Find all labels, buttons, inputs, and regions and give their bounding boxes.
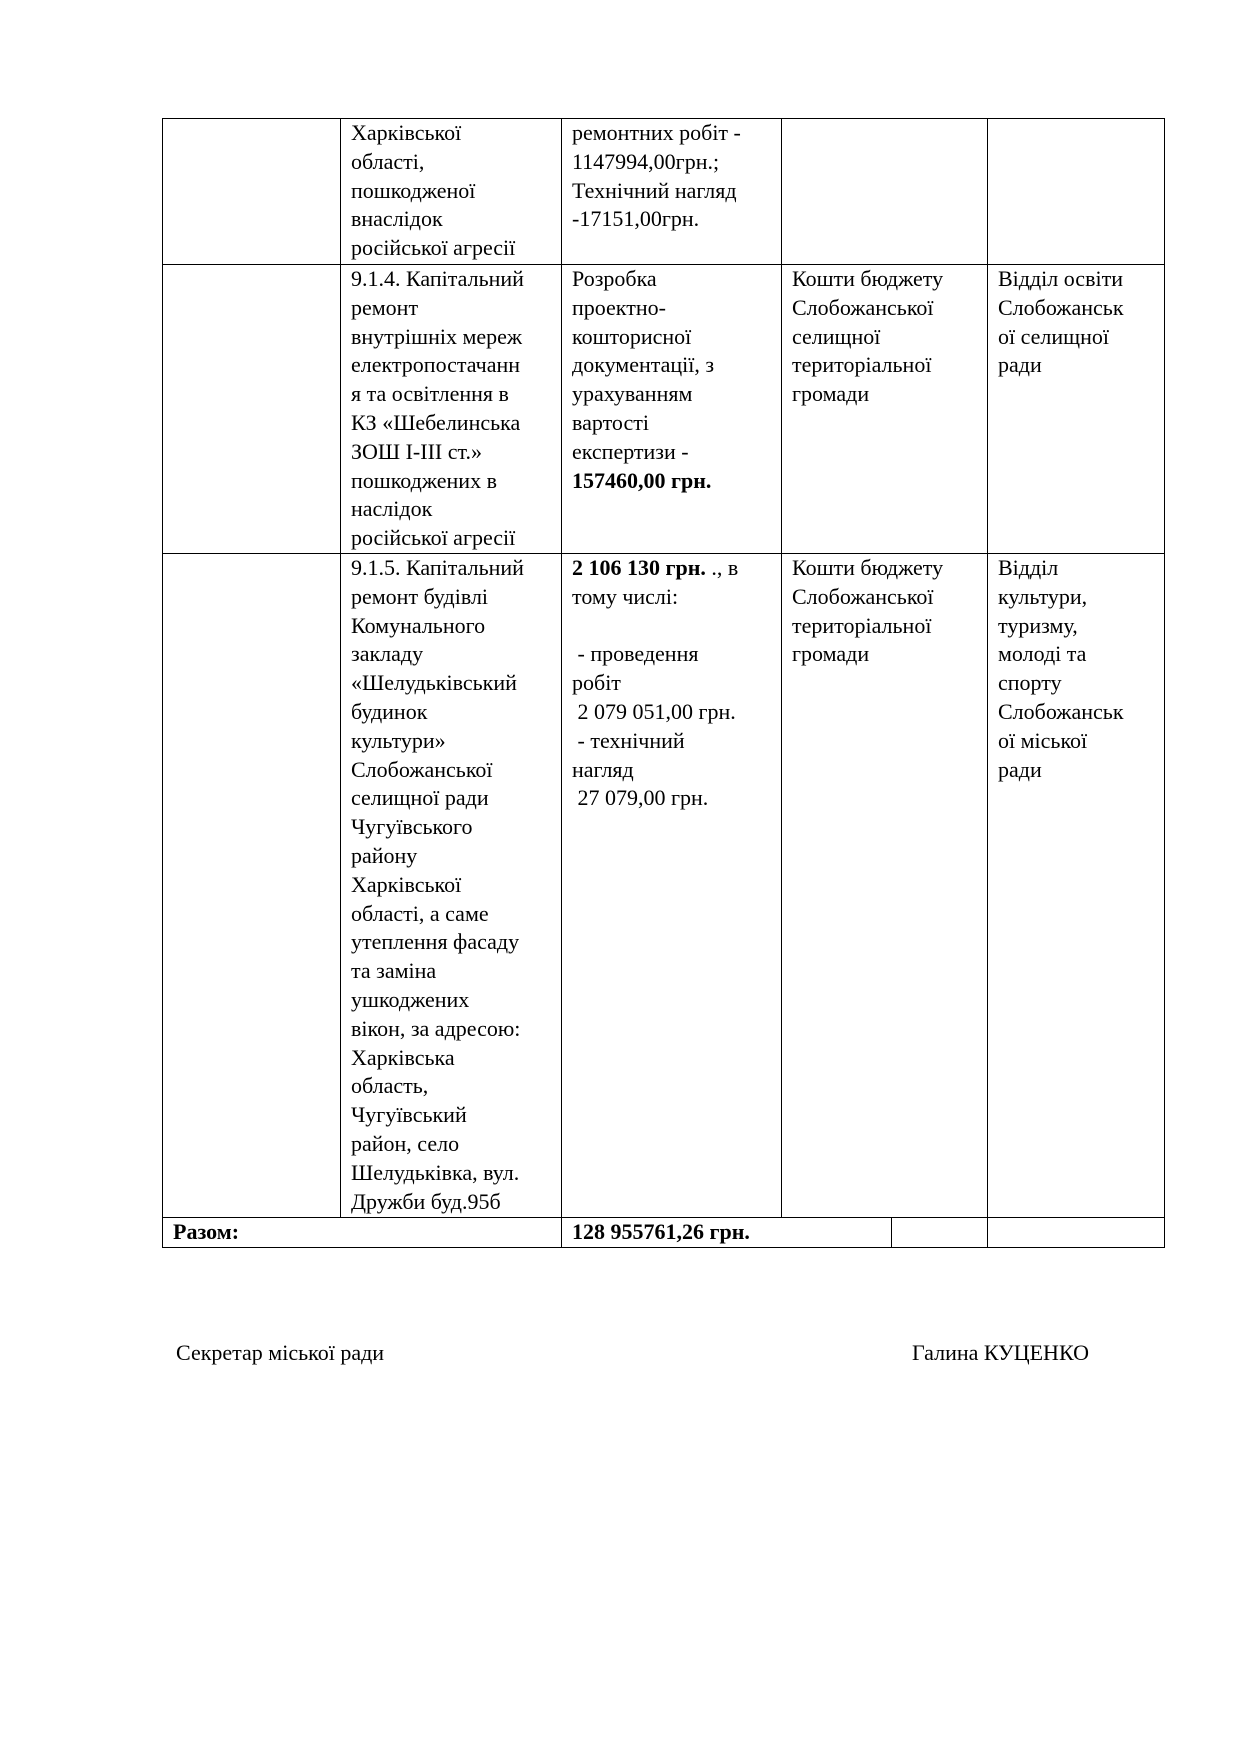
total-empty-1 <box>892 1218 988 1248</box>
row1-col3: ремонтних робіт - 1147994,00грн.; Технічний нагляд -17151,00грн. <box>562 119 782 265</box>
row2-col4: Кошти бюджету Слобожанської селищної територіальної громади <box>782 265 988 554</box>
row1-col4 <box>782 119 988 265</box>
signature-name: Галина КУЦЕНКО <box>912 1340 1089 1365</box>
row3-col4: Кошти бюджету Слобожанської територіальної громади <box>782 553 988 1217</box>
total-label: Разом: <box>163 1218 562 1248</box>
row2-col3-amount: 157460,00 грн. <box>572 467 712 493</box>
row3-col3 <box>562 553 782 1217</box>
row3-col5: Відділ культури, туризму, молоді та спорту Слобожанськ ої міської ради <box>988 553 1165 1217</box>
table-row <box>163 119 1165 265</box>
row2-col3-text: Розробка проектно- кошторисної документації, з урахуванням вартості експертизи - <box>572 266 715 464</box>
table-row <box>163 553 1165 1217</box>
total-empty-2 <box>988 1218 1165 1248</box>
budget-table <box>162 118 1165 1218</box>
row3-col3-text: ., в тому числі: - проведення робіт 2 079 051,00 грн. - технічний нагляд 27 079,00 грн. <box>572 554 739 811</box>
row1-col2: Харківської області, пошкодженої внаслідок російської агресії <box>341 119 562 265</box>
row2-col5: Відділ освіти Слобожанськ ої селищної ради <box>988 265 1165 554</box>
total-table <box>162 1217 1165 1248</box>
signature-position: Секретар міської ради <box>176 1340 385 1365</box>
row2-col1 <box>163 265 341 554</box>
row3-col3-amount: 2 106 130 грн. <box>572 554 706 580</box>
row3-col2: 9.1.5. Капітальний ремонт будівлі Комунального закладу «Шелудьківський будинок культури» Слобожанської селищної ради Чугуївського району Харківської області, а саме утеплення фасаду та заміна ушкоджених вікон, за адресою: Харківська область, Чугуївський район, село Шелудьківка, вул. Дружби буд.95б <box>341 553 562 1217</box>
total-amount: 128 955761,26 грн. <box>562 1218 892 1248</box>
row3-col1 <box>163 553 341 1217</box>
table-row <box>163 265 1165 554</box>
row2-col2: 9.1.4. Капітальний ремонт внутрішніх мереж електропостачанн я та освітлення в КЗ «Шебелинська ЗОШ І-ІІІ ст.» пошкоджених в наслідок російської агресії <box>341 265 562 554</box>
row1-col5 <box>988 119 1165 265</box>
row1-col1 <box>163 119 341 265</box>
row2-col3 <box>562 265 782 554</box>
total-row <box>163 1218 1165 1248</box>
